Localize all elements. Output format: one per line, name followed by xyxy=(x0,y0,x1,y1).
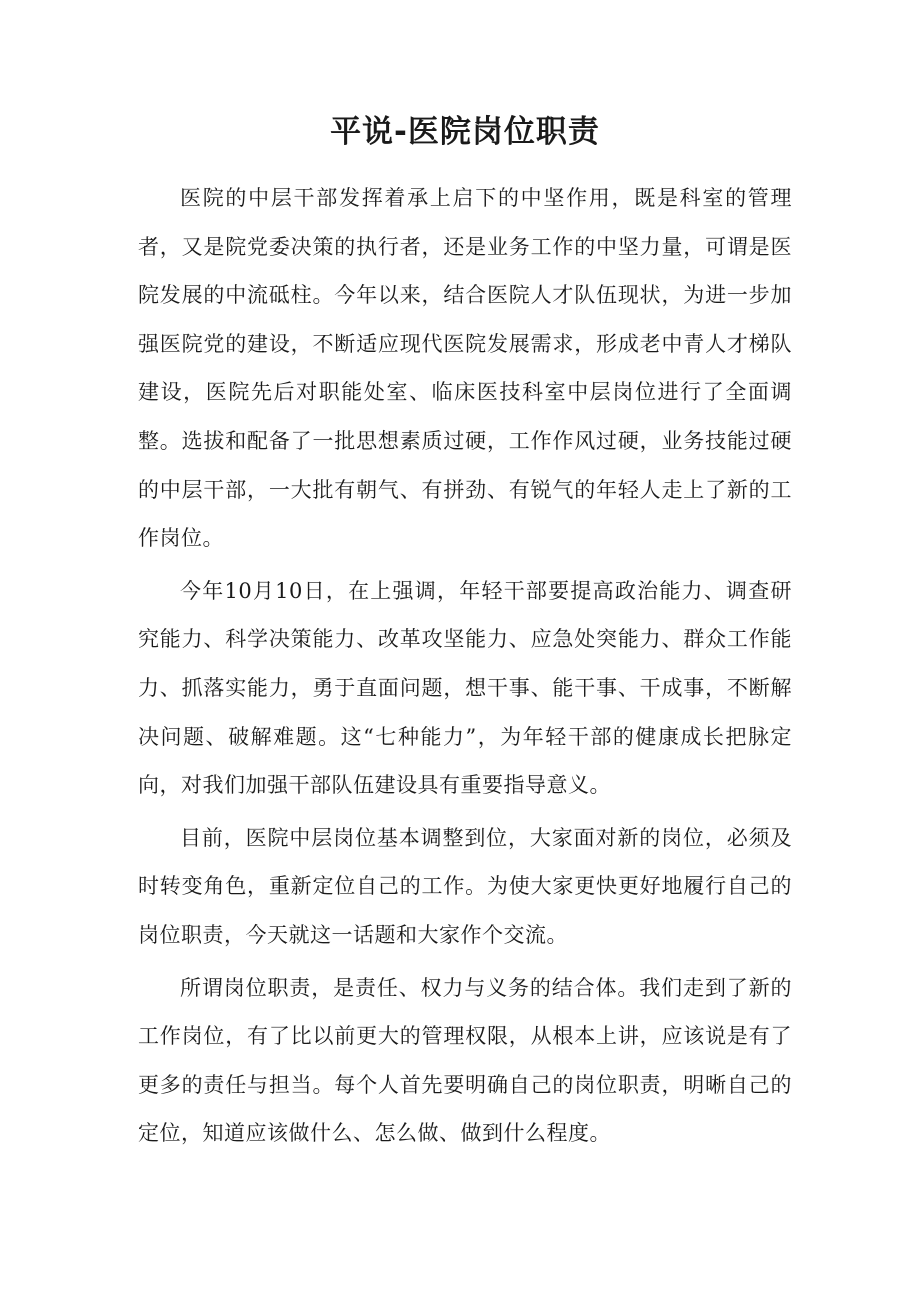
document-page xyxy=(138,112,792,1162)
paragraph-2: 今年10月10日，在上强调，年轻干部要提高政治能力、调查研究能力、科学决策能力、改革攻坚能力、应急处突能力、群众工作能力、抓落实能力，勇于直面问题，想干事、能干事、干成事，不断解决问题、破解难题。这“七种能力”，为年轻干部的健康成长把脉定向，对我们加强干部队伍建设具有重要指导意义。 xyxy=(138,578,792,798)
document-title: 平说-医院岗位职责 xyxy=(330,114,600,150)
paragraph-3: 目前，医院中层岗位基本调整到位，大家面对新的岗位，必须及时转变角色，重新定位自己的工作。为使大家更快更好地履行自己的岗位职责，今天就这一话题和大家作个交流。 xyxy=(138,825,792,947)
paragraph-1: 医院的中层干部发挥着承上启下的中坚作用，既是科室的管理者，又是院党委决策的执行者，还是业务工作的中坚力量，可谓是医院发展的中流砥柱。今年以来，结合医院人才队伍现状，为进一步加强医院党的建设，不断适应现代医院发展需求，形成老中青人才梯队建设，医院先后对职能处室、临床医技科室中层岗位进行了全面调整。选拔和配备了一批思想素质过硬，工作作风过硬，业务技能过硬的中层干部，一大批有朝气、有拼劲、有锐气的年轻人走上了新的工作岗位。 xyxy=(138,186,792,551)
paragraph-4: 所谓岗位职责，是责任、权力与义务的结合体。我们走到了新的工作岗位，有了比以前更大的管理权限，从根本上讲，应该说是有了更多的责任与担当。每个人首先要明确自己的岗位职责，明晰自己的定位，知道应该做什么、怎么做、做到什么程度。 xyxy=(138,975,792,1146)
